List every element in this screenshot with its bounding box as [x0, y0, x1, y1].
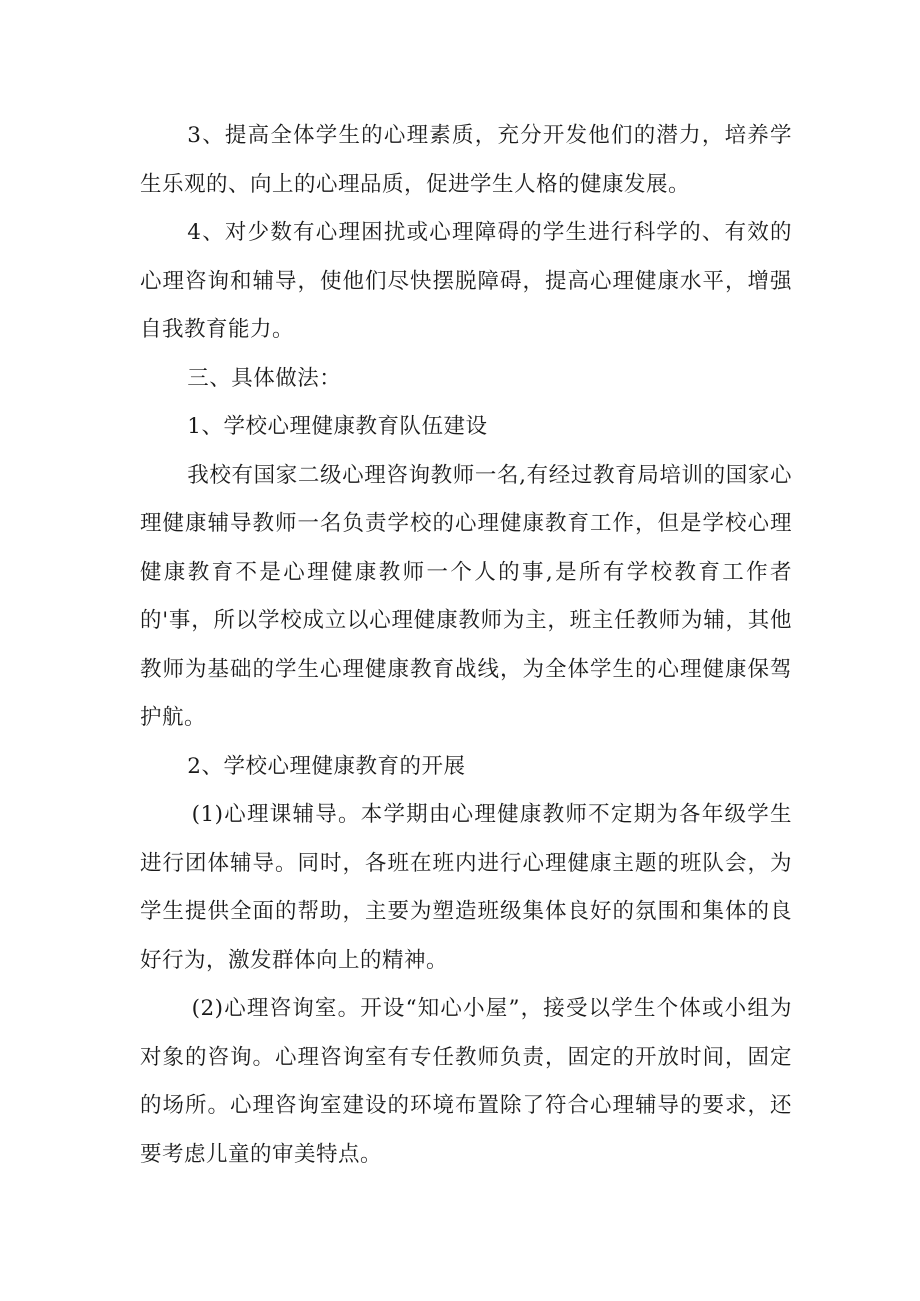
paragraph-counseling-room: (2)心理咨询室。开设“知心小屋”，接受以学生个体或小组为对象的咨询。心理咨询室有专任教师负责，固定的开放时间，固定的场所。心理咨询室建设的环境布置除了符合心理辅导的要求，还要考虑儿童的审美特点。	[140, 996, 792, 1167]
subheading-team-building: 1、学校心理健康教育队伍建设	[187, 414, 488, 439]
section-heading-methods: 三、具体做法：	[187, 365, 342, 391]
paragraph-goal-4: 4、对少数有心理困扰或心理障碍的学生进行科学的、有效的心理咨询和辅导，使他们尽快摆脱障碍，提高心理健康水平，增强自我教育能力。	[140, 220, 792, 342]
paragraph-psychology-class: (1)心理课辅导。本学期由心理健康教师不定期为各年级学生进行团体辅导。同时，各班在班内进行心理健康主题的班队会，为学生提供全面的帮助，主要为塑造班级集体良好的氛围和集体的良好行为，激发群体向上的精神。	[140, 802, 792, 973]
subheading-implementation: 2、学校心理健康教育的开展	[187, 753, 466, 779]
paragraph-team-building: 我校有国家二级心理咨询教师一名,有经过教育局培训的国家心理健康辅导教师一名负责学校的心理健康教育工作，但是学校心理健康教育不是心理健康教师一个人的事,是所有学校教育工作者的'事，所以学校成立以心理健康教师为主，班主任教师为辅，其他教师为基础的学生心理健康教育战线，为全体学生的心理健康保驾护航。	[140, 462, 792, 730]
document-body	[140, 112, 792, 1179]
paragraph-goal-3: 3、提高全体学生的心理素质，充分开发他们的潜力，培养学生乐观的、向上的心理品质，促进学生人格的健康发展。	[140, 123, 792, 197]
